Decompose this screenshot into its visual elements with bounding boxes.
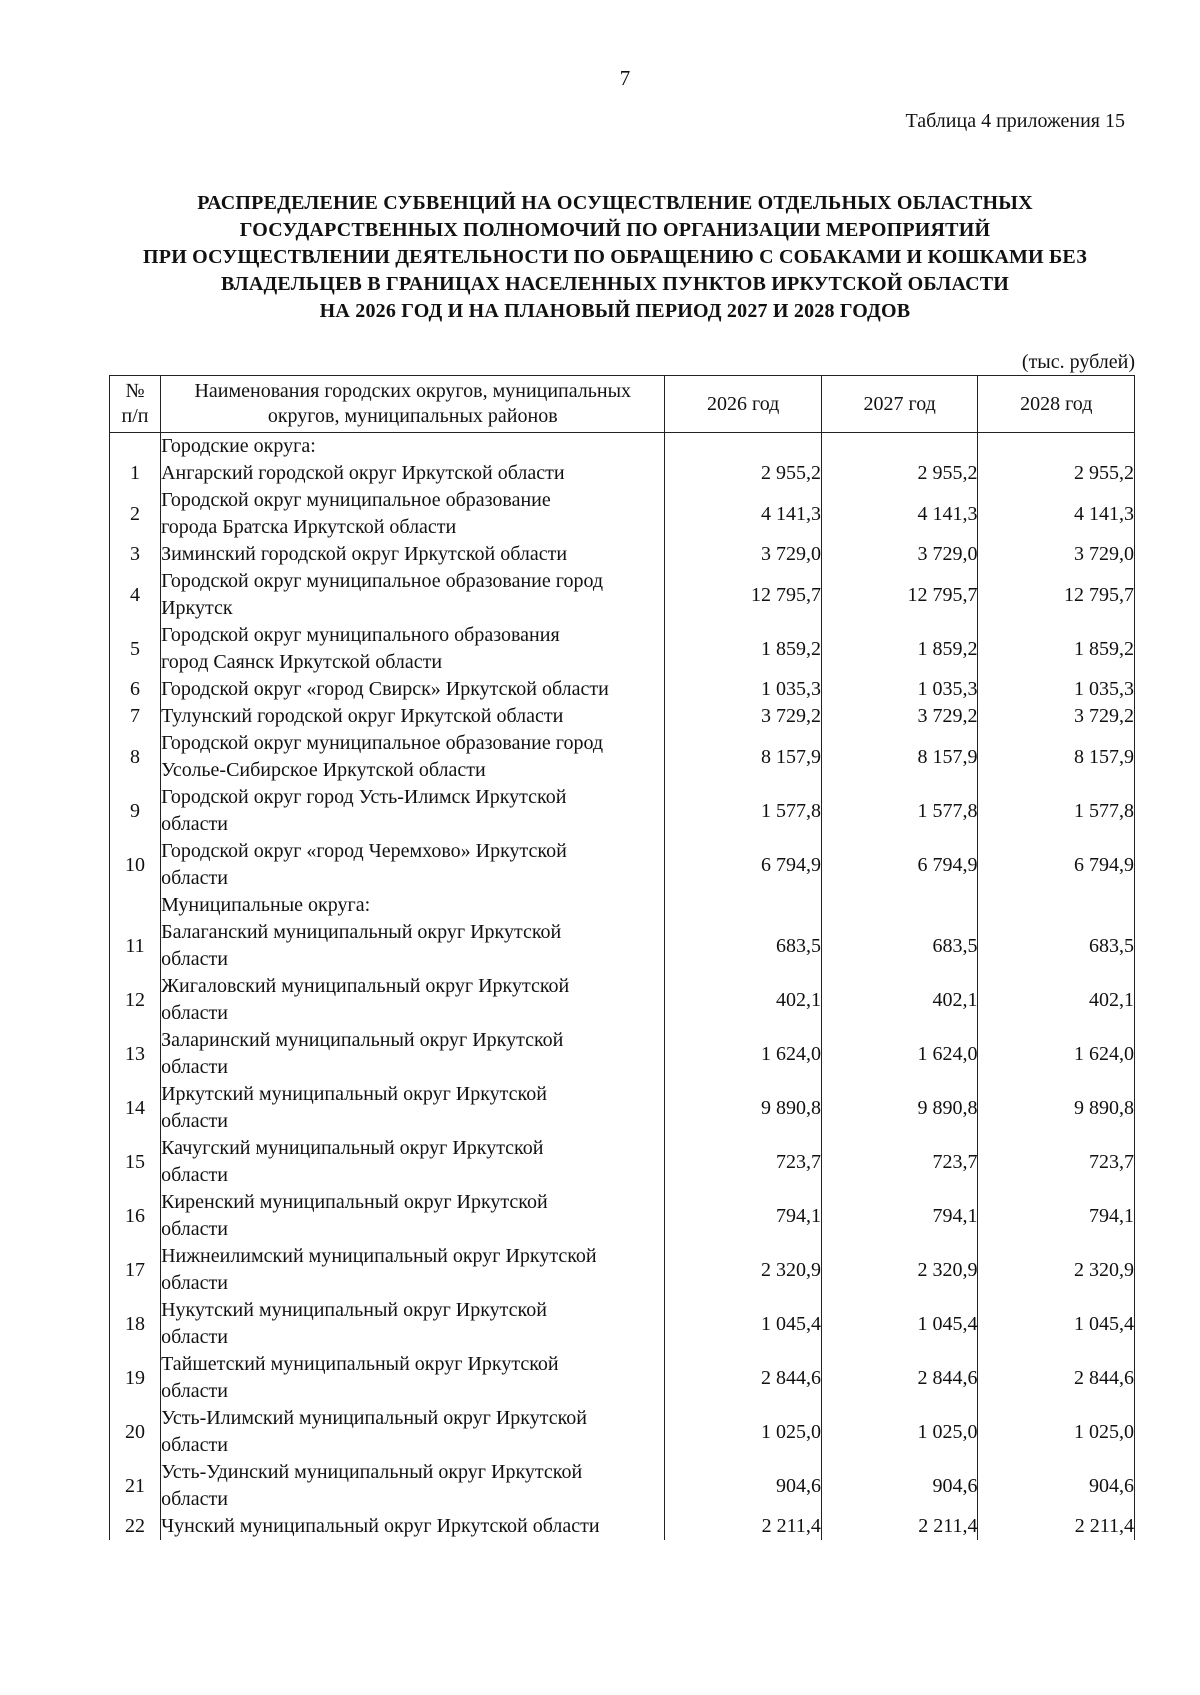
value-2026: 3 729,0 [665, 541, 822, 568]
value-2028: 723,7 [978, 1135, 1135, 1189]
row-number [110, 892, 161, 919]
value-2026: 1 025,0 [665, 1405, 822, 1459]
table-row [110, 487, 1135, 541]
title-line: НА 2026 ГОД И НА ПЛАНОВЫЙ ПЕРИОД 2027 И 2028 ГОДОВ [319, 300, 911, 322]
value-2027: 8 157,9 [821, 730, 978, 784]
value-2026: 2 320,9 [665, 1243, 822, 1297]
row-number: 2 [110, 487, 161, 541]
row-number: 20 [110, 1405, 161, 1459]
municipality-name-line: Городской округ муниципального образования [161, 624, 560, 646]
municipality-name [161, 1081, 665, 1135]
header-num-line: № [125, 380, 145, 402]
row-number: 17 [110, 1243, 161, 1297]
municipality-name [161, 1405, 665, 1459]
municipality-name-line: области [161, 1326, 228, 1348]
municipality-name-line: Городской округ муниципальное образование город [161, 570, 604, 592]
municipality-name [161, 1459, 665, 1513]
municipality-name [161, 703, 665, 730]
value-2027: 2 955,2 [821, 460, 978, 487]
row-number: 14 [110, 1081, 161, 1135]
title-line: РАСПРЕДЕЛЕНИЕ СУБВЕНЦИЙ НА ОСУЩЕСТВЛЕНИЕ ОТДЕЛЬНЫХ ОБЛАСТНЫХ [197, 192, 1033, 214]
municipality-name-line: Усть-Удинский муниципальный округ Иркутской [161, 1461, 583, 1483]
header-2027: 2027 год [821, 376, 978, 433]
municipality-name-line: Иркутск [161, 597, 233, 619]
document-title [100, 190, 1130, 325]
value-2026: 9 890,8 [665, 1081, 822, 1135]
header-name-line: округов, муниципальных районов [267, 405, 558, 427]
municipality-name-line: Заларинский муниципальный округ Иркутской [161, 1029, 564, 1051]
table-row [110, 1027, 1135, 1081]
municipality-name [161, 1189, 665, 1243]
municipality-name [161, 676, 665, 703]
municipality-name-line: Тайшетский муниципальный округ Иркутской [161, 1353, 559, 1375]
municipality-name [161, 919, 665, 973]
header-num [110, 376, 161, 433]
section-title: Городские округа: [161, 433, 665, 461]
value-2026: 1 624,0 [665, 1027, 822, 1081]
municipality-name-line: Городской округ муниципальное образование [161, 489, 551, 511]
value-2026: 794,1 [665, 1189, 822, 1243]
row-number: 18 [110, 1297, 161, 1351]
row-number: 11 [110, 919, 161, 973]
value-2027: 794,1 [821, 1189, 978, 1243]
row-number: 21 [110, 1459, 161, 1513]
value-2027: 402,1 [821, 973, 978, 1027]
value-2028: 1 035,3 [978, 676, 1135, 703]
table-row [110, 1081, 1135, 1135]
table-row [110, 622, 1135, 676]
value-2027: 1 859,2 [821, 622, 978, 676]
municipality-name-line: Ангарский городской округ Иркутской области [161, 462, 565, 484]
value-2028: 1 577,8 [978, 784, 1135, 838]
value-2028: 1 045,4 [978, 1297, 1135, 1351]
municipality-name [161, 622, 665, 676]
table-row [110, 973, 1135, 1027]
table-row [110, 676, 1135, 703]
value-2027: 3 729,2 [821, 703, 978, 730]
value-2026: 8 157,9 [665, 730, 822, 784]
value-2027 [821, 433, 978, 461]
value-2026: 1 045,4 [665, 1297, 822, 1351]
section-row [110, 892, 1135, 919]
table-row [110, 784, 1135, 838]
value-2027 [821, 892, 978, 919]
value-2028: 12 795,7 [978, 568, 1135, 622]
value-2028: 2 211,4 [978, 1513, 1135, 1540]
municipality-name-line: области [161, 1488, 228, 1510]
row-number: 1 [110, 460, 161, 487]
value-2028: 9 890,8 [978, 1081, 1135, 1135]
table-row [110, 1135, 1135, 1189]
table-row [110, 1459, 1135, 1513]
row-number: 3 [110, 541, 161, 568]
value-2028: 6 794,9 [978, 838, 1135, 892]
value-2027: 1 624,0 [821, 1027, 978, 1081]
table-row [110, 541, 1135, 568]
units-label: (тыс. рублей) [1021, 351, 1135, 373]
value-2027: 4 141,3 [821, 487, 978, 541]
header-2026: 2026 год [665, 376, 822, 433]
table-row [110, 838, 1135, 892]
table-row [110, 1405, 1135, 1459]
table-row [110, 730, 1135, 784]
page-number: 7 [619, 66, 631, 90]
value-2027: 9 890,8 [821, 1081, 978, 1135]
row-number: 8 [110, 730, 161, 784]
municipality-name-line: области [161, 867, 228, 889]
table-row [110, 1297, 1135, 1351]
municipality-name-line: области [161, 948, 228, 970]
municipality-name-line: области [161, 1110, 228, 1132]
header-name [161, 376, 665, 433]
title-line: ВЛАДЕЛЬЦЕВ В ГРАНИЦАХ НАСЕЛЕННЫХ ПУНКТОВ ИРКУТСКОЙ ОБЛАСТИ [220, 273, 1010, 295]
value-2027: 904,6 [821, 1459, 978, 1513]
row-number: 16 [110, 1189, 161, 1243]
value-2026: 2 844,6 [665, 1351, 822, 1405]
municipality-name [161, 460, 665, 487]
value-2026: 1 577,8 [665, 784, 822, 838]
value-2028: 2 844,6 [978, 1351, 1135, 1405]
municipality-name-line: Городской округ «город Свирск» Иркутской области [161, 678, 609, 700]
value-2027: 683,5 [821, 919, 978, 973]
table-header-row [110, 376, 1135, 433]
municipality-name-line: города Братска Иркутской области [161, 516, 457, 538]
title-line: ГОСУДАРСТВЕННЫХ ПОЛНОМОЧИЙ ПО ОРГАНИЗАЦИИ МЕРОПРИЯТИЙ [239, 219, 991, 241]
section-title: Муниципальные округа: [161, 892, 665, 919]
municipality-name-line: Чунский муниципальный округ Иркутской области [161, 1515, 600, 1537]
municipality-name [161, 1027, 665, 1081]
value-2026: 2 211,4 [665, 1513, 822, 1540]
title-line: ПРИ ОСУЩЕСТВЛЕНИИ ДЕЯТЕЛЬНОСТИ ПО ОБРАЩЕНИЮ С СОБАКАМИ И КОШКАМИ БЕЗ [143, 246, 1087, 268]
row-number: 19 [110, 1351, 161, 1405]
value-2028: 8 157,9 [978, 730, 1135, 784]
value-2028: 2 320,9 [978, 1243, 1135, 1297]
row-number: 22 [110, 1513, 161, 1540]
table-row [110, 1351, 1135, 1405]
value-2026: 6 794,9 [665, 838, 822, 892]
municipality-name-line: Тулунский городской округ Иркутской области [161, 705, 564, 727]
table-row [110, 1513, 1135, 1540]
table-row [110, 1189, 1135, 1243]
value-2027: 1 045,4 [821, 1297, 978, 1351]
table-row [110, 703, 1135, 730]
municipality-name [161, 973, 665, 1027]
municipality-name-line: Городской округ город Усть-Илимск Иркутской [161, 786, 567, 808]
municipality-name [161, 784, 665, 838]
municipality-name [161, 541, 665, 568]
value-2026: 12 795,7 [665, 568, 822, 622]
value-2028: 3 729,2 [978, 703, 1135, 730]
municipality-name [161, 1297, 665, 1351]
value-2026: 402,1 [665, 973, 822, 1027]
municipality-name [161, 487, 665, 541]
municipality-name [161, 1513, 665, 1540]
value-2026: 1 035,3 [665, 676, 822, 703]
value-2026: 3 729,2 [665, 703, 822, 730]
value-2028 [978, 892, 1135, 919]
municipality-name [161, 730, 665, 784]
municipality-name-line: город Саянск Иркутской области [161, 651, 443, 673]
municipality-name-line: области [161, 1272, 228, 1294]
value-2027: 2 320,9 [821, 1243, 978, 1297]
value-2027: 12 795,7 [821, 568, 978, 622]
header-num-line: п/п [121, 405, 149, 427]
value-2028: 683,5 [978, 919, 1135, 973]
row-number: 15 [110, 1135, 161, 1189]
municipality-name-line: области [161, 1002, 228, 1024]
table-row [110, 460, 1135, 487]
value-2027: 2 844,6 [821, 1351, 978, 1405]
municipality-name-line: Качугский муниципальный округ Иркутской [161, 1137, 544, 1159]
value-2027: 2 211,4 [821, 1513, 978, 1540]
value-2026: 4 141,3 [665, 487, 822, 541]
table-row [110, 1243, 1135, 1297]
value-2028: 1 025,0 [978, 1405, 1135, 1459]
municipality-name-line: Балаганский муниципальный округ Иркутской [161, 921, 562, 943]
municipality-name-line: Нижнеилимский муниципальный округ Иркутской [161, 1245, 597, 1267]
value-2027: 723,7 [821, 1135, 978, 1189]
row-number: 5 [110, 622, 161, 676]
municipality-name-line: Нукутский муниципальный округ Иркутской [161, 1299, 547, 1321]
value-2028: 3 729,0 [978, 541, 1135, 568]
header-2028: 2028 год [978, 376, 1135, 433]
row-number: 12 [110, 973, 161, 1027]
municipality-name [161, 568, 665, 622]
table-body [110, 433, 1135, 1541]
value-2026: 723,7 [665, 1135, 822, 1189]
value-2026: 1 859,2 [665, 622, 822, 676]
municipality-name-line: области [161, 1056, 228, 1078]
value-2028: 1 859,2 [978, 622, 1135, 676]
value-2028: 904,6 [978, 1459, 1135, 1513]
municipality-name-line: Усолье-Сибирское Иркутской области [161, 759, 486, 781]
value-2026 [665, 892, 822, 919]
municipality-name-line: Городской округ «город Черемхово» Иркутской [161, 840, 567, 862]
row-number: 7 [110, 703, 161, 730]
value-2027: 3 729,0 [821, 541, 978, 568]
row-number: 9 [110, 784, 161, 838]
municipality-name-line: области [161, 1164, 228, 1186]
row-number: 10 [110, 838, 161, 892]
value-2026 [665, 433, 822, 461]
municipality-name-line: области [161, 1380, 228, 1402]
municipality-name-line: области [161, 813, 228, 835]
municipality-name-line: Жигаловский муниципальный округ Иркутской [161, 975, 570, 997]
value-2028: 1 624,0 [978, 1027, 1135, 1081]
row-number: 13 [110, 1027, 161, 1081]
value-2028: 2 955,2 [978, 460, 1135, 487]
section-row [110, 433, 1135, 461]
municipality-name-line: области [161, 1434, 228, 1456]
municipality-name [161, 838, 665, 892]
row-number [110, 433, 161, 461]
value-2027: 6 794,9 [821, 838, 978, 892]
table-row [110, 568, 1135, 622]
municipality-name-line: Зиминский городской округ Иркутской области [161, 543, 568, 565]
value-2028 [978, 433, 1135, 461]
value-2026: 2 955,2 [665, 460, 822, 487]
municipality-name [161, 1135, 665, 1189]
municipality-name-line: Иркутский муниципальный округ Иркутской [161, 1083, 547, 1105]
value-2026: 683,5 [665, 919, 822, 973]
value-2027: 1 025,0 [821, 1405, 978, 1459]
header-name-line: Наименования городских округов, муниципальных [194, 380, 632, 402]
table-reference: Таблица 4 приложения 15 [905, 110, 1125, 132]
municipality-name-line: Усть-Илимский муниципальный округ Иркутской [161, 1407, 587, 1429]
municipality-name-line: области [161, 1218, 228, 1240]
table-row [110, 919, 1135, 973]
municipality-name-line: Городской округ муниципальное образование город [161, 732, 604, 754]
value-2027: 1 035,3 [821, 676, 978, 703]
value-2028: 402,1 [978, 973, 1135, 1027]
municipality-name [161, 1351, 665, 1405]
value-2027: 1 577,8 [821, 784, 978, 838]
subsidy-table [109, 375, 1135, 1540]
municipality-name [161, 1243, 665, 1297]
value-2028: 794,1 [978, 1189, 1135, 1243]
municipality-name-line: Киренский муниципальный округ Иркутской [161, 1191, 548, 1213]
row-number: 4 [110, 568, 161, 622]
value-2028: 4 141,3 [978, 487, 1135, 541]
row-number: 6 [110, 676, 161, 703]
value-2026: 904,6 [665, 1459, 822, 1513]
